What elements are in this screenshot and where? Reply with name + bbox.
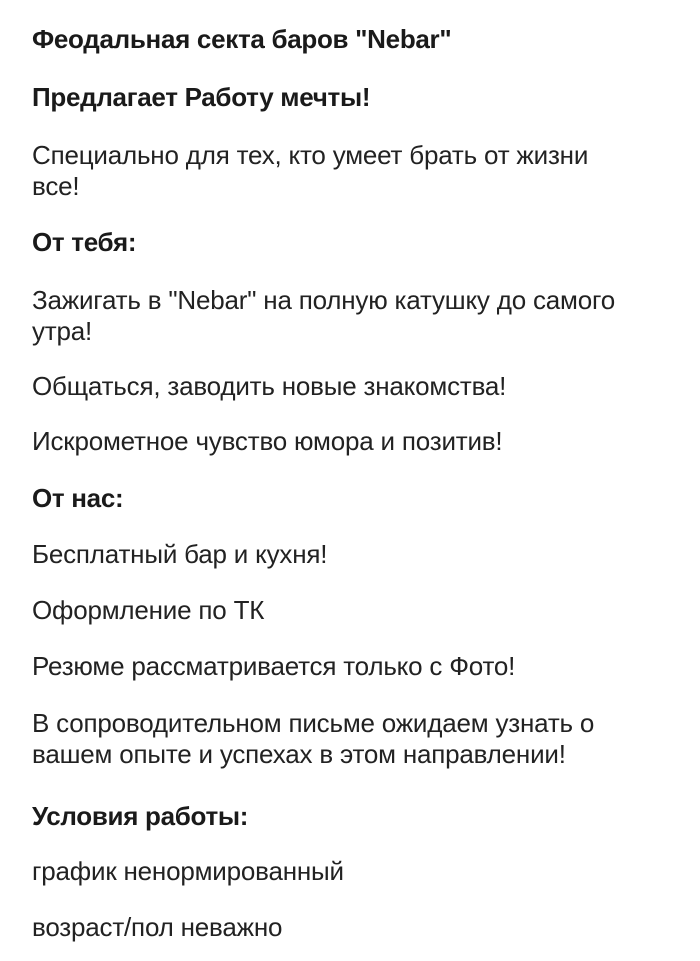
posting-subtitle: Предлагает Работу мечты! <box>32 82 371 112</box>
section-heading-conditions: Условия работы: <box>32 801 249 831</box>
intro-text-line-2: все! <box>32 171 80 201</box>
posting-title: Феодальная секта баров "Nebar" <box>32 24 452 54</box>
condition-item-1: график ненормированный <box>32 856 344 886</box>
cover-letter-line-1: В сопроводительном письме ожидаем узнать о <box>32 708 595 738</box>
requirement-line-1: Зажигать в "Nebar" на полную катушку до самого <box>32 285 615 315</box>
requirement-item-2: Общаться, заводить новые знакомства! <box>32 371 507 401</box>
requirement-line-2: утра! <box>32 316 93 346</box>
benefit-item-2: Оформление по ТК <box>32 595 265 625</box>
section-heading-from-you: От тебя: <box>32 227 137 257</box>
benefit-item-3: Резюме рассматривается только с Фото! <box>32 651 516 681</box>
intro-text-line-1: Специально для тех, кто умеет брать от жизни <box>32 140 589 170</box>
benefit-item-1: Бесплатный бар и кухня! <box>32 539 328 569</box>
section-heading-from-us: От нас: <box>32 483 124 513</box>
cover-letter-line-2: вашем опыте и успехах в этом направлении! <box>32 739 566 769</box>
requirement-item-3: Искрометное чувство юмора и позитив! <box>32 426 503 456</box>
condition-item-2: возраст/пол неважно <box>32 912 283 942</box>
